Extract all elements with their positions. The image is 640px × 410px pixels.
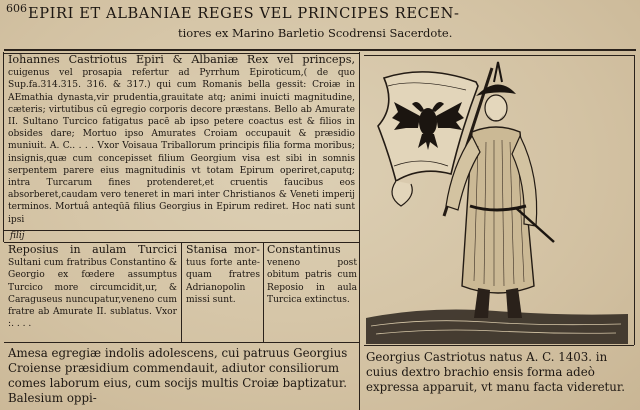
child-stanisa-lead: Stanisa mor- <box>186 244 260 256</box>
rule-left-margin <box>3 52 4 242</box>
filij-label: filij <box>10 231 25 241</box>
main-entry <box>8 54 355 230</box>
page-title: EPIRI ET ALBANIAE REGES VEL PRINCIPES RECEN- <box>28 5 460 22</box>
entry-amesa: Amesa egregiæ indolis adolescens, cui patruus Georgius Croiense præsidium commendauit, adiutor consiliorum comes laborum eius, cum socijs multis Croiæ baptizatur. Balesium oppi- <box>8 346 348 405</box>
main-entry-lead: Iohannes Castriotus Epiri & Albaniæ Rex vel princeps, <box>8 54 355 66</box>
main-entry-text: cuigenus vel prosapia refertur ad Pyrrhum Epiroticum,( de quo Sup.fa.314.315. 316. & 317.) qui cum Romanis bella gessit: Croiæ in AEmathia dynasta,vir prudentia,grauitate atq; animi inuicti magnitudine, cæteris; virtutibus cū egregio corporis decore præstans. Bello ab Amurate II. Sultano Turcico fatigatus pacē ab ipso petere coactus est & filios in obsides dare; Mortuo ipso Amurates Croiam occupauit & præsidio muniuit. A. C.. . . . Vxor Voisaua Triballorum principis filia forma moribus; insignis,quæ cum concepisset filium Georgium visa est sibi in somnis serpentem parere eius magnitudinis vt totam Epirum operiret,caputq; intra Turcarum fines protenderet,et cruentis faucibus eos absorberet,caudam vero teneret in mari inter Christianos & Veneti imperij terminos. Mortuâ anteqūā filius Georgius in Epirum rediret. Hoc nati sunt ipsi <box>8 68 355 225</box>
rule-center-vertical <box>359 52 360 410</box>
rule-figure-frame-bottom <box>364 345 634 346</box>
child-reposius-lead: Reposius in aulam Turcici <box>8 244 177 256</box>
child-stanisa <box>186 244 260 340</box>
child-stanisa-text: tuus forte ante-quam fratres Adrianopolin missi sunt. <box>186 258 260 305</box>
rule-children-divider-1 <box>181 242 182 342</box>
child-constantinus-lead: Constantinus <box>267 244 341 256</box>
child-reposius-text: Sultani cum fratribus Constantino & Georgio ex fœdere assumptus Turcico more circumcidit,ur, & Caraguseus nuncupatur,veneno cum fratre ab Amurate II. sublatus. Vxor :. . . . <box>8 258 177 330</box>
rule-main-entry-bottom <box>4 230 359 231</box>
woodcut-portrait-illustration <box>366 56 628 344</box>
rule-under-header <box>4 49 636 51</box>
rule-figure-frame-right <box>634 55 635 345</box>
page-subtitle: tiores ex Marino Barletio Scodrensi Sacerdote. <box>178 26 453 40</box>
rule-children-bottom <box>4 342 359 343</box>
rule-children-divider-2 <box>263 242 264 342</box>
child-constantinus <box>267 244 357 340</box>
child-reposius <box>8 244 177 340</box>
page-number: 606 <box>6 2 27 15</box>
child-constantinus-text: veneno post obitum patris cum Reposio in aula Turcica extinctus. <box>267 258 357 305</box>
entry-georgius: Georgius Castriotus natus A. C. 1403. in cuius dextro brachio ensis forma adeò expressa apparuit, vt manu facta videretur. <box>366 350 625 394</box>
